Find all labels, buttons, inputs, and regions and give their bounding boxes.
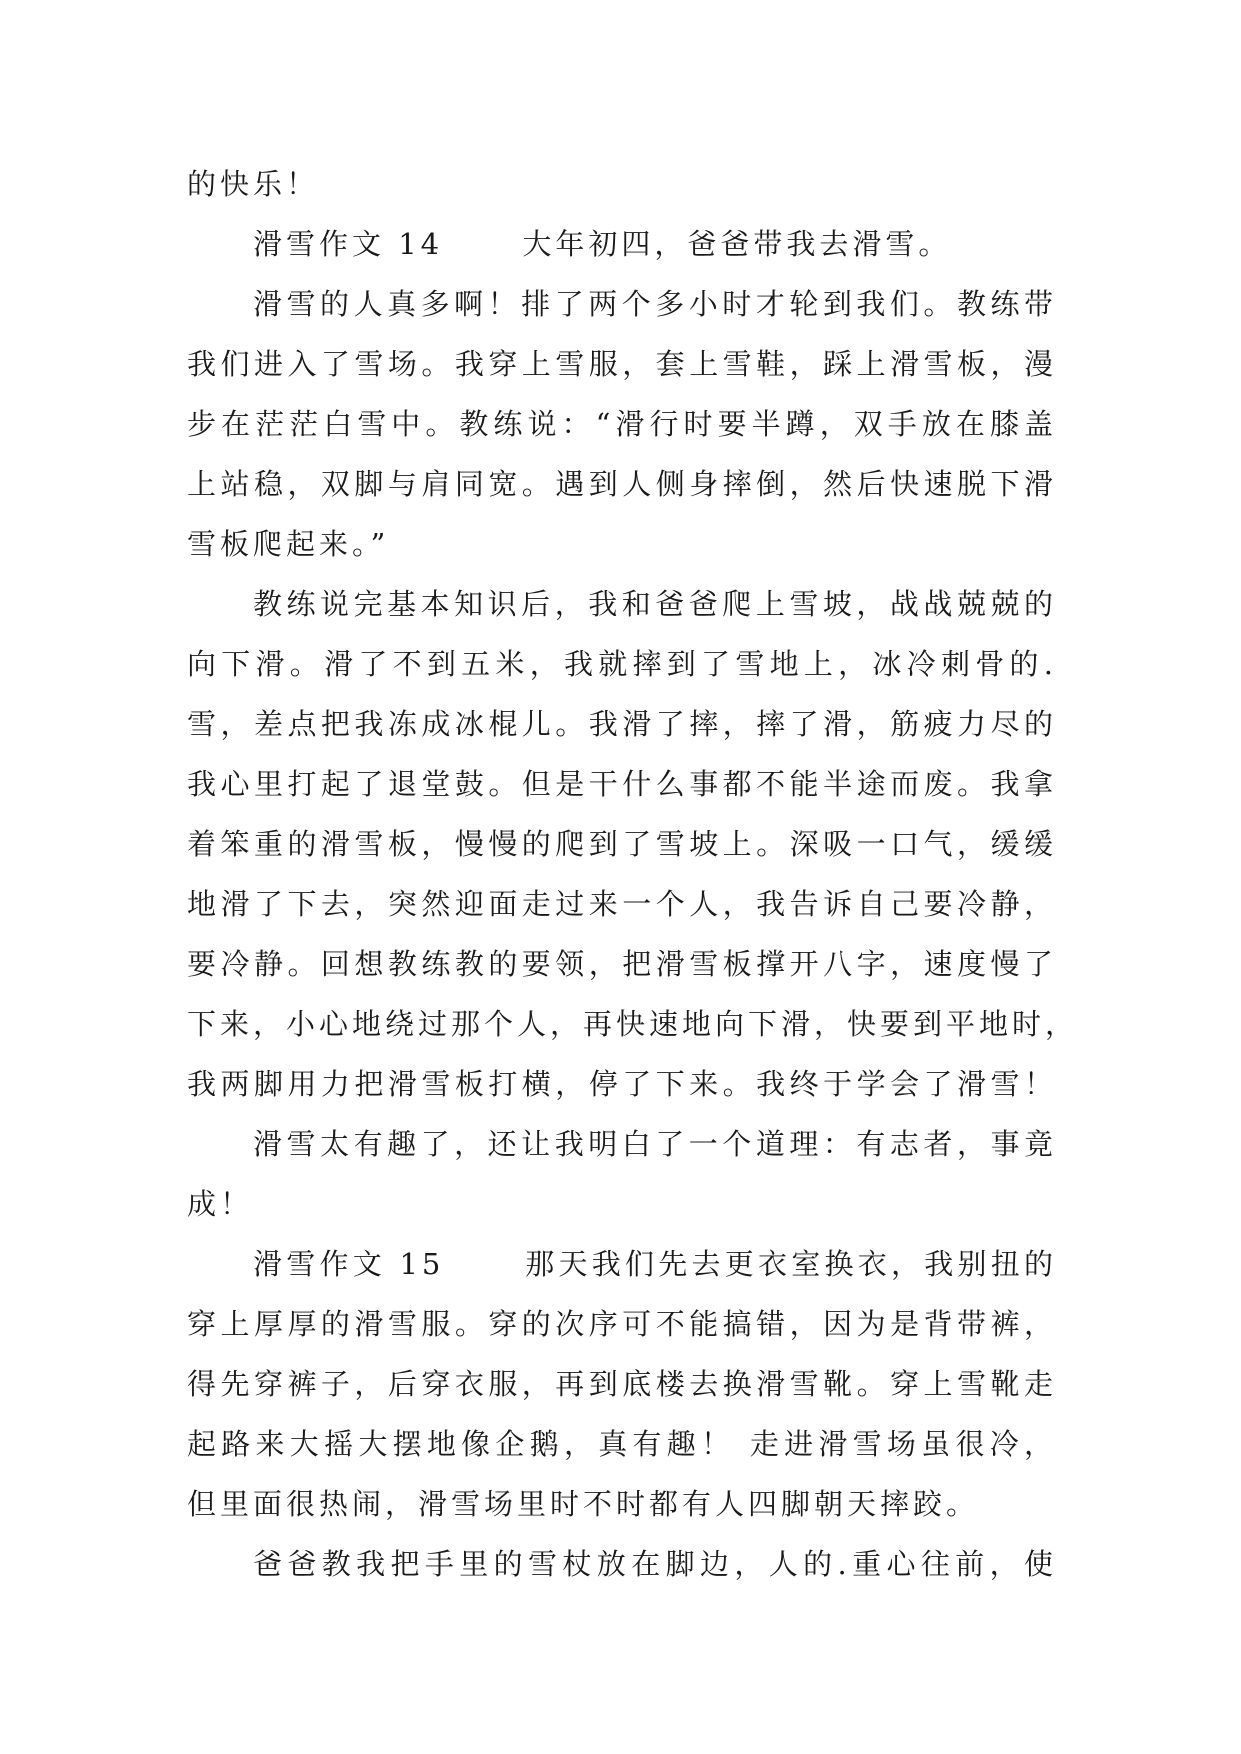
text-line: 着笨重的滑雪板，慢慢的爬到了雪坡上。深吸一口气，缓缓: [187, 827, 1057, 861]
text-line: 滑雪作文 14 大年初四，爸爸带我去滑雪。: [253, 227, 952, 261]
text-line: 穿上厚厚的滑雪服。穿的次序可不能搞错，因为是背带裤，: [187, 1307, 1057, 1341]
text-line: 向下滑。滑了不到五米，我就摔到了雪地上，冰冷刺骨的.: [187, 647, 1057, 681]
text-line: 成！: [187, 1187, 254, 1221]
text-line: 爸爸教我把手里的雪杖放在脚边，人的.重心往前，使: [253, 1547, 1057, 1581]
text-line: 得先穿裤子，后穿衣服，再到底楼去换滑雪靴。穿上雪靴走: [187, 1367, 1057, 1401]
text-line: 的快乐！: [187, 167, 320, 201]
text-line: 教练说完基本知识后，我和爸爸爬上雪坡，战战兢兢的: [253, 587, 1057, 621]
text-line: 要冷静。回想教练教的要领，把滑雪板撑开八字，速度慢了: [187, 947, 1057, 981]
text-line: 步在茫茫白雪中。教练说：“滑行时要半蹲，双手放在膝盖: [187, 407, 1057, 441]
text-line: 下来，小心地绕过那个人，再快速地向下滑，快要到平地时，: [187, 1007, 1079, 1041]
text-line: 滑雪的人真多啊！排了两个多小时才轮到我们。教练带: [253, 287, 1057, 321]
text-line: 起路来大摇大摆地像企鹅，真有趣！ 走进滑雪场虽很冷，: [187, 1427, 1057, 1461]
text-line: 我两脚用力把滑雪板打横，停了下来。我终于学会了滑雪！: [187, 1067, 1057, 1101]
text-line: 雪板爬起来。”: [187, 527, 390, 561]
text-line: 地滑了下去，突然迎面走过来一个人，我告诉自己要冷静，: [187, 887, 1057, 921]
text-line: 我们进入了雪场。我穿上雪服，套上雪鞋，踩上滑雪板，漫: [187, 347, 1057, 381]
text-line: 上站稳，双脚与肩同宽。遇到人侧身摔倒，然后快速脱下滑: [187, 467, 1057, 501]
text-line: 雪，差点把我冻成冰棍儿。我滑了摔，摔了滑，筋疲力尽的: [187, 707, 1057, 741]
text-line: 但里面很热闹，滑雪场里时不时都有人四脚朝天摔跤。: [187, 1487, 980, 1521]
text-line: 我心里打起了退堂鼓。但是干什么事都不能半途而废。我拿: [187, 767, 1057, 801]
text-line: 滑雪作文 15 那天我们先去更衣室换衣，我别扭的: [253, 1247, 1057, 1281]
body-text: [187, 154, 1079, 1594]
text-line: 滑雪太有趣了，还让我明白了一个道理：有志者，事竟: [253, 1127, 1057, 1161]
